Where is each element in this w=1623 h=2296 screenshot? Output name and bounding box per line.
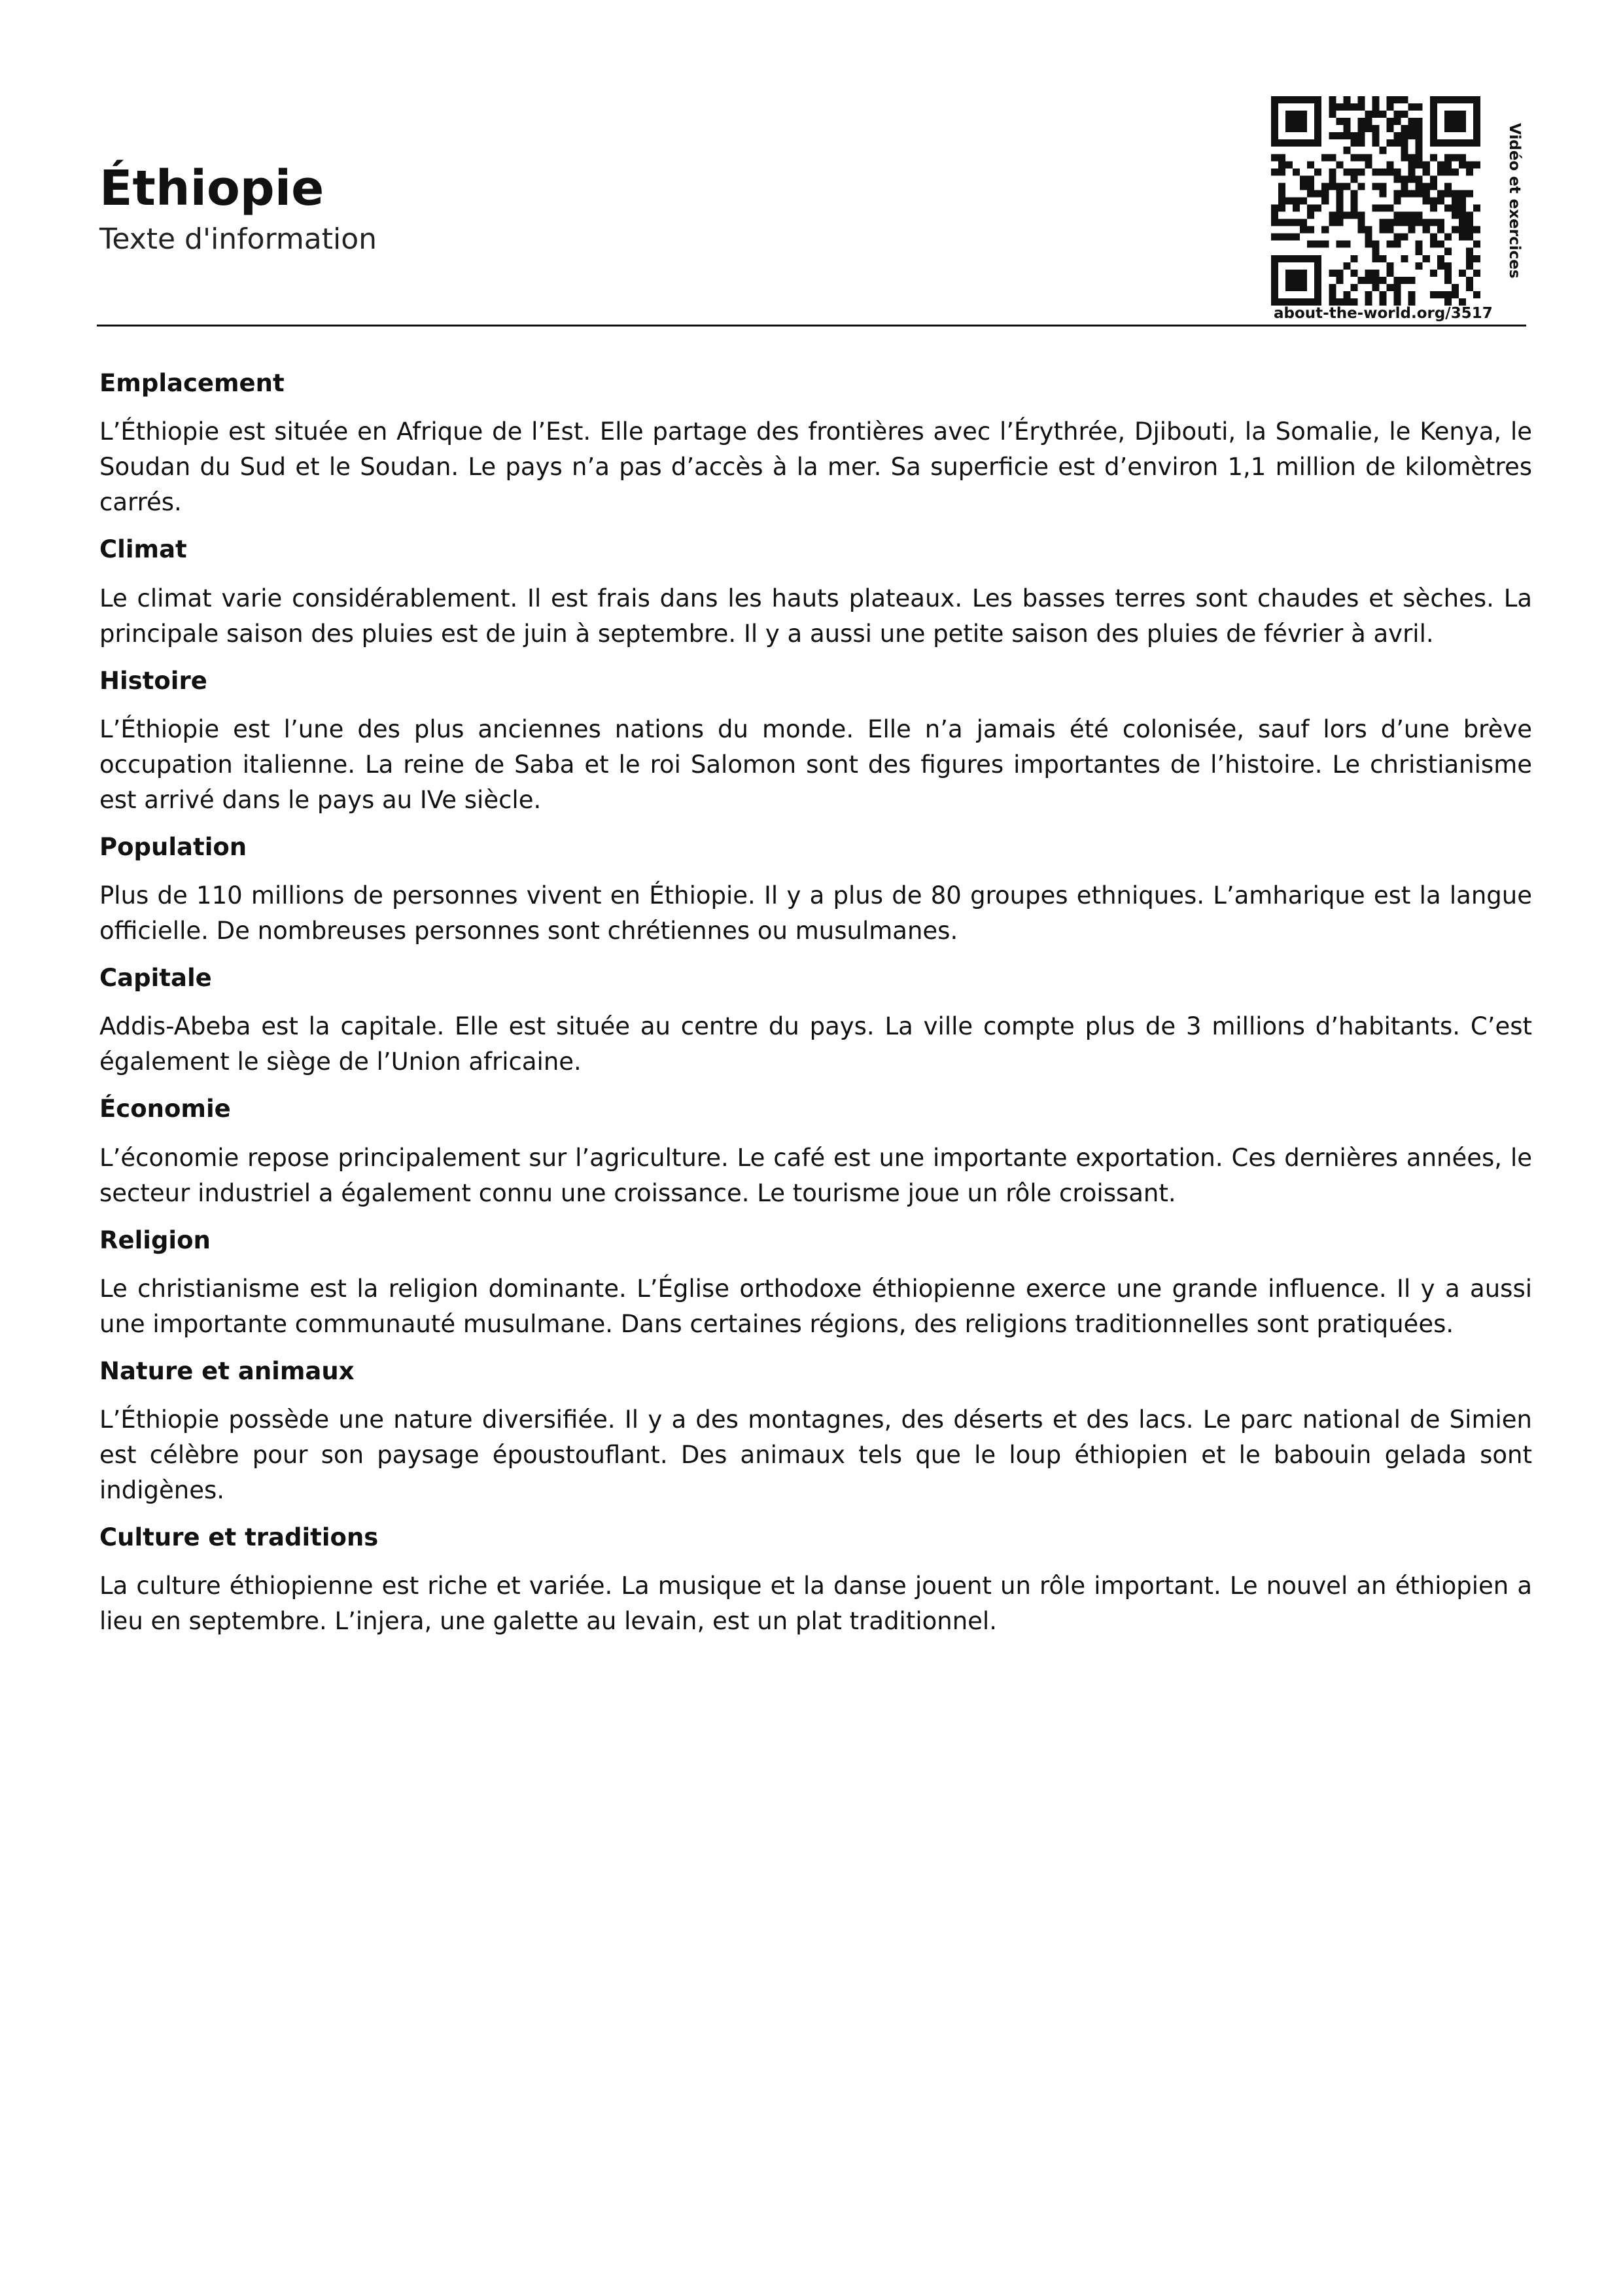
section-heading: Nature et animaux (99, 1356, 355, 1385)
section-heading: Emplacement (99, 369, 285, 397)
section-histoire (99, 666, 1532, 818)
section-text: L’Éthiopie possède une nature diversifiée. Il y a des montagnes, des déserts et des lacs. Le parc national de Simien est célèbre pour son paysage époustouflant. Des animaux tels que le loup éthiopien et le babouin gelada sont indigènes. (99, 1405, 1532, 1504)
section-population (99, 832, 1532, 949)
section-heading: Climat (99, 535, 187, 564)
section-heading: Population (99, 832, 247, 861)
section-text: Plus de 110 millions de personnes vivent en Éthiopie. Il y a plus de 80 groupes ethniques. L’amharique est la langue officielle. De nombreuses personnes sont chrétiennes ou musulmanes. (99, 881, 1532, 945)
section-text: L’Éthiopie est l’une des plus anciennes nations du monde. Elle n’a jamais été colonisée, sauf lors d’une brève occupation italienne. La reine de Saba et le roi Salomon sont des figures importantes de l’histoire. Le christianisme est arrivé dans le pays au IVe siècle. (99, 715, 1532, 814)
section-heading: Économie (99, 1095, 231, 1123)
section-text: La culture éthiopienne est riche et variée. La musique et la danse jouent un rôle important. Le nouvel an éthiopien a lieu en septembre. L’injera, une galette au levain, est un plat traditionnel. (99, 1572, 1532, 1636)
section-nature-et-animaux (99, 1356, 1532, 1508)
section-capitale (99, 963, 1532, 1080)
section-economie (99, 1094, 1532, 1210)
section-heading: Culture et traditions (99, 1523, 379, 1551)
section-text: L’économie repose principalement sur l’agriculture. Le café est une importante exportation. Ces dernières années, le secteur industriel a également connu une croissance. Le tourisme joue un rôle croissant. (99, 1143, 1532, 1207)
section-culture-et-traditions (99, 1523, 1532, 1639)
section-text: Le climat varie considérablement. Il est frais dans les hauts plateaux. Les basses terres sont chaudes et sèches. La principale saison des pluies est de juin à septembre. Il y a aussi une petite saison des pluies de février à avril. (99, 584, 1532, 648)
content (99, 368, 1532, 1653)
section-climat (99, 535, 1532, 651)
qr-side-label: Vidéo et exercices (1506, 123, 1523, 279)
section-heading: Capitale (99, 964, 212, 992)
section-text: L’Éthiopie est située en Afrique de l’Est. Elle partage des frontières avec l’Érythrée, Djibouti, la Somalie, le Kenya, le Soudan du Sud et le Soudan. Le pays n’a pas d’accès à la mer. Sa superficie est d’environ 1,1 million de kilomètres carrés. (99, 417, 1532, 517)
section-text: Addis-Abeba est la capitale. Elle est située au centre du pays. La ville compte plus de 3 millions d’habitants. C’est également le siège de l’Union africaine. (99, 1012, 1532, 1076)
header-divider (97, 325, 1526, 327)
section-religion (99, 1226, 1532, 1342)
page-subtitle: Texte d'information (99, 222, 377, 256)
section-emplacement (99, 368, 1532, 520)
page-title: Éthiopie (99, 160, 324, 217)
qr-url[interactable]: about-the-world.org/3517 (1274, 305, 1493, 322)
section-heading: Histoire (99, 666, 207, 695)
section-heading: Religion (99, 1226, 211, 1254)
section-text: Le christianisme est la religion dominante. L’Église orthodoxe éthiopienne exerce une grande influence. Il y a aussi une importante communauté musulmane. Dans certaines régions, des religions traditionnelles sont pratiquées. (99, 1274, 1532, 1338)
qr-code[interactable] (1271, 96, 1480, 306)
